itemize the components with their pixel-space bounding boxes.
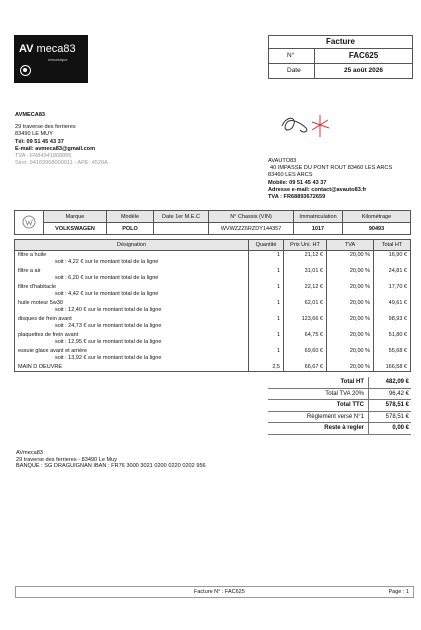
line-unit-price: 123,66 € [284,315,327,323]
client-tva: TVA : FR68893672659 [268,194,326,201]
vw-logo-icon [15,211,44,235]
line-tva: 20,00 % [327,283,374,291]
line-qty: 1 [249,347,284,355]
line-label: filtre d'habitacle [15,283,249,291]
line-note: soit : 13,92 € sur le montant total de la ligne [15,355,249,363]
line-note: soit : 4,42 € sur le montant total de la ligne [15,291,249,299]
vehicle-header: Immatriculation [294,211,343,223]
line-item-note-row [15,275,411,283]
line-unit-price: 64,75 € [284,331,327,339]
line-total: 166,58 € [374,363,411,372]
totals-label: Total TTC [336,402,364,408]
totals-row [268,400,411,412]
lines-header: Désignation [15,240,249,251]
line-item-note-row [15,339,411,347]
line-note: soit : 24,73 € sur le montant total de la ligne [15,323,249,331]
totals-row [268,389,411,401]
line-unit-price: 31,01 € [284,267,327,275]
line-qty: 1 [249,283,284,291]
line-item-note-row [15,291,411,299]
line-qty: 1 [249,299,284,307]
page-footer [15,586,414,598]
totals-label: Total HT [340,379,364,385]
line-label: essuie glace avant et arrière [15,347,249,355]
vehicle-table [14,210,411,235]
line-label: huile moteur 5w30 [15,299,249,307]
vehicle-header: N° Chassis (VIN) [209,211,294,223]
line-qty: 1 [249,251,284,260]
signature-image [276,110,338,140]
seller-block [15,112,108,167]
totals-label: Règlement versé N°1 [306,413,364,420]
logo-subtitle: mécanique [48,57,68,62]
line-note: soit : 12,95 € sur le montant total de la ligne [15,339,249,347]
client-address-1: 40 IMPASSE DU PONT ROUT 83460 LES ARCS [270,165,393,172]
line-total: 17,70 € [374,283,411,291]
line-item [15,347,411,355]
line-label: MAIN D OEUVRE [15,363,249,372]
line-label: plaquettes de frein avant [15,331,249,339]
totals-value: 578,51 € [368,400,411,411]
line-note: soit : 4,22 € sur le montant total de la ligne [15,259,249,267]
line-unit-price: 21,12 € [284,251,327,260]
line-tva: 20,00 % [327,331,374,339]
line-qty: 1 [249,331,284,339]
logo-mark-icon [20,65,31,76]
line-item [15,267,411,275]
line-tva: 20,00 % [327,251,374,260]
line-total: 51,80 € [374,331,411,339]
client-mobile: Mobile: 09 51 45 43 37 [268,179,327,186]
invoice-number-label: N° [269,49,315,63]
line-label: disques de frein avant [15,315,249,323]
line-label: filtre a air [15,267,249,275]
lines-header: Prix Uni. HT [284,240,327,251]
invoice-number: FAC625 [348,51,379,60]
invoice-date-label: Date [269,64,315,78]
vehicle-mec-date [154,223,209,235]
lines-table [14,239,411,372]
line-label: filtre a huile [15,251,249,260]
line-qty: 2,5 [249,363,284,372]
seller-tel: Tél: 09 51 45 43 37 [15,138,64,145]
line-item [15,251,411,260]
totals-value: 482,09 € [368,377,411,388]
vehicle-header: Modèle [107,211,154,223]
line-unit-price: 66,67 € [284,363,327,372]
line-unit-price: 69,60 € [284,347,327,355]
client-block [268,158,392,201]
seller-email: E-mail: avmeca83@gmail.com [15,145,96,152]
seller-address-1: 29 traverse des ferrieres [15,124,76,131]
line-total: 24,81 € [374,267,411,275]
client-email: Adresse e-mail: contact@avauto83.fr [268,186,367,193]
invoice-date: 25 août 2026 [343,67,384,74]
line-unit-price: 62,01 € [284,299,327,307]
line-item-note-row [15,323,411,331]
vehicle-registration: 1017 [294,223,343,235]
line-item [15,331,411,339]
footer-page-number: Page : 1 [388,589,409,595]
lines-header: Total HT [374,240,411,251]
line-tva: 20,00 % [327,347,374,355]
vehicle-model: POLO [107,223,154,235]
totals-value: 0,00 € [368,423,411,434]
totals-value: 578,51 € [368,412,411,423]
line-item [15,363,411,372]
totals-row [268,423,411,435]
totals-block [268,377,411,435]
line-qty: 1 [249,315,284,323]
seller-name: AVMECA83 [15,112,46,118]
line-item [15,283,411,291]
client-address-2: 83460 LES ARCS [268,172,313,179]
bank-address: 29 traverse des ferrieres - 83490 Le Muy [16,456,118,463]
line-total: 16,90 € [374,251,411,260]
line-unit-price: 22,12 € [284,283,327,291]
seller-tva: TVA : FR84941868886 [15,153,72,160]
bank-iban: BANQUE : SG DRAGUIGNAN IBAN : FR76 3000 3021 0200 0220 0202 956 [16,463,206,469]
client-name: AVAUTO83 [268,158,297,164]
vehicle-header: Kilométrage [343,211,411,223]
company-logo [14,35,88,83]
line-item-note-row [15,259,411,267]
line-tva: 20,00 % [327,363,374,372]
totals-label: Reste à regler [324,425,364,431]
line-total: 49,61 € [374,299,411,307]
line-item-note-row [15,307,411,315]
invoice-title: Facture [269,36,412,49]
line-note: soit : 12,40 € sur le montant total de la ligne [15,307,249,315]
vehicle-mileage: 90493 [343,223,411,235]
lines-body [15,251,411,372]
line-tva: 20,00 % [327,299,374,307]
line-total: 55,68 € [374,347,411,355]
invoice-header-box [268,35,413,79]
totals-row [268,377,411,389]
line-item [15,299,411,307]
vehicle-brand: VOLKSWAGEN [44,223,107,235]
line-qty: 1 [249,267,284,275]
totals-label: Total TVA 20% [325,390,364,397]
line-total: 98,93 € [374,315,411,323]
line-tva: 20,00 % [327,267,374,275]
logo-brand: AV meca83 [19,43,76,55]
totals-row [268,412,411,424]
line-tva: 20,00 % [327,315,374,323]
vehicle-header: Date 1er M.E.C [154,211,209,223]
vehicle-header: Marque [44,211,107,223]
totals-value: 96,42 € [368,389,411,400]
seller-address-2: 83490 LE MUY [15,131,53,138]
vehicle-vin: WVWZZZ6RZDY144357 [209,223,294,235]
footer-invoice-number: Facture N° : FAC625 [194,589,245,595]
seller-siret: Siret: 94169968000011 - APE: 4520A [15,160,108,167]
line-note: soit : 6,20 € sur le montant total de la ligne [15,275,249,283]
line-item [15,315,411,323]
lines-header: Quantité [249,240,284,251]
bank-name: AVmeca83 [16,450,43,456]
lines-header: TVA [327,240,374,251]
line-item-note-row [15,355,411,363]
bank-block [16,450,206,470]
